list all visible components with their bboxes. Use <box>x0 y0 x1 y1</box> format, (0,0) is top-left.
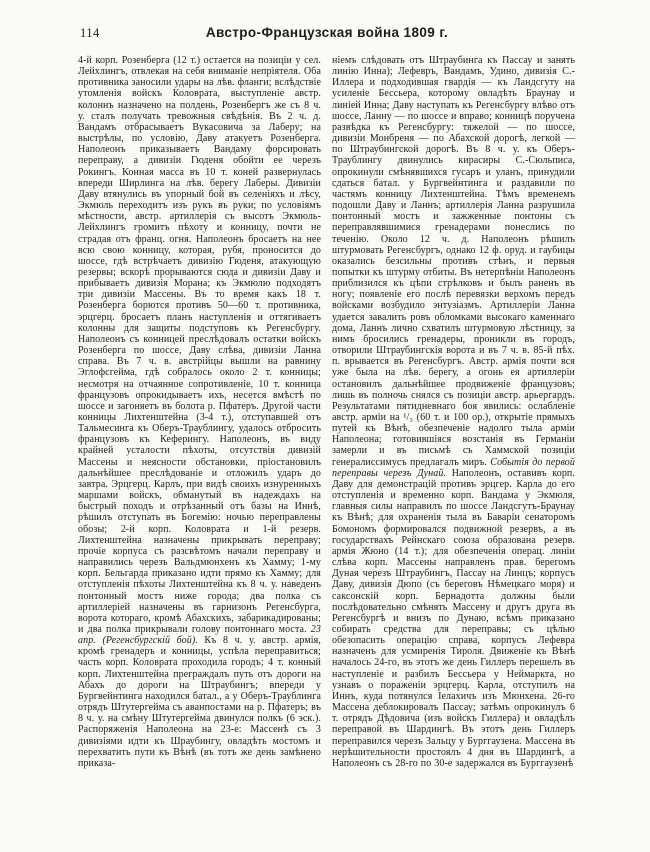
page-header <box>78 24 576 42</box>
inline-section-heading: 23 апр. (Регенсбургскій бой). <box>78 623 321 647</box>
body-text-segment: Къ 8 ч. у. австр. армія, кромѣ гренадеръ и конницы, успѣла переправиться; часть корп. Коловрата проходила городъ; 4 т. конный корп. Лихтенштейна преграждалъ путь отъ дороги на Абахъ до дороги на Штраубингъ; впереди у Бургвейнтинга находился батал., а у Оберъ-Траублинга отрядъ Штутергейма съ аванпостами на р. Пфатеръ; въ 8 ч. у. на смѣну Штутергейма двинулся полкъ (6 эск.). Распоряженія Наполеона на 23-е: Массенѣ съ 3 дивизіями идти къ Шраубингу, овладѣть мостомъ и перехватить пути къ Вѣнѣ (въ тотъ же день замѣнено приказа- <box>78 635 321 769</box>
running-head-title: Австро-Французская война 1809 г. <box>205 25 449 40</box>
text-column-left <box>78 55 321 769</box>
body-text-segment: ніемъ слѣдовать отъ Штраубинга къ Пассау и занять линію Инна); Лефевръ, Вандамъ, Удино, дивизія С.-Иллера и подходившая гвардія — къ Ландсгуту на усиленіе Бессьера, которому овладѣть Браунау и линіей Инна; Даву наступать къ Регенсбургу влѣво отъ шоссе, Ланну — по шоссе и вправо; конницѣ поручена развѣдка къ Регенсбургу: тяжелой — по шоссе, дивизіи Монбреня — по Абахской дорогѣ, легкой — по Штраубингской дорогѣ. Въ 8 ч. у. къ Оберъ-Траублингу двинулись кирасиры С.-Сюльписа, опрокинули смѣнявшихся гусаръ и уланъ, принудили сдаться батал. у Бургвейнтинга и раздавили по частямъ конницу Лихтенштейна. Тѣмъ временемъ подошли Даву и Ланнъ; артиллерія Ланна разрушила понтонный мостъ и зажженные понтоны съ переправлявшимися гренадерами понеслись по теченію. Около 12 ч. д. Наполеонъ рѣшилъ штурмовать Регенсбургъ, однако 12 ф. оруд. и гаубицы оказались безсильны противъ стѣнъ, и первыя попытки къ штурму отбиты. Въ нетерпѣніи Наполеонъ приблизился къ цѣпи стрѣлковъ и былъ раненъ въ ногу; появленіе его послѣ перевязки верхомъ передъ войсками возбудило энтузіазмъ. Артиллеріи Ланна удается завалить ровъ обломками высокаго каменнаго дома, Ланнъ лично схватилъ штурмовую лѣстницу, за нимъ бросились гренадеры, проникли въ городъ, отворили Штраубингскія ворота и въ 7 ч. в. 85-й пѣх. п. врывается въ Регенсбургъ. Австр. армія почти вся уже была на лѣв. берегу, а огонь ея артиллеріи остановилъ дальнѣйшее продвиженіе французовъ; лишь въ полночь снялся съ позиціи австр. арьергардъ. Результатами пятидневнаго боя явились: ослабленіе австр. арміи на ¹/₃ (60 т. и 100 ор.), открытіе прямыхъ путей къ Вѣнѣ, обезпеченіе надолго тыла арміи Наполеона; готовившіяся возстанія въ Германіи замерли и въ письмѣ съ Хаммской позиціи генералиссимусъ предлагалъ миръ. <box>332 55 575 468</box>
page-number: 114 <box>80 26 100 40</box>
inline-section-heading: Событія до первой переправы черезъ Дунай. <box>332 456 575 479</box>
body-text-segment: 4-й корп. Розенберга (12 т.) остается на позиціи у сел. Лейхлингъ, отвлекая на себя вниманіе непріятеля. Оба противника заносили удары на лѣв. фланги; вслѣдствіе утомленія войскъ Коловрата, выступленіе австр. колоннъ назначено на полдень, Розенбергъ же съ 8 ч. у. сталъ получать тревожныя свѣдѣнія. Въ 2 ч. д. Вандамъ отбрасываетъ Вукасовича за Лаберу; на выстрѣлы, по условію, Даву атакуетъ Розенберга. Наполеонъ приказываетъ Вандаму форсировать переправу, а дивизіи Гюденя обойти ее черезъ Рокингъ. Конная масса въ 10 т. коней развернулась впереди Ширлинга на лѣв. берегу Лаберы. Дивизіи Даву втянулись въ упорный бой въ селеніяхъ и лѣсу, Экмюль переходитъ изъ рукъ въ руки; по условіямъ мѣстности, австр. артиллерія съ высотъ Экмюль-Лейхлингъ громитъ пѣхоту и конницу, почти не страдая отъ франц. огня. Наполеонъ бросаетъ на нее всю свою конницу, которая, рубя, проносится до шоссе, гдѣ встрѣчаетъ дивизію Гюденя, атакующую резервы; вскорѣ прорываются сюда и дивизіи Даву и прибываетъ дивизія Морана; къ Экмюлю подходятъ три дивизіи Массены. Въ то время какъ 18 т. Розенберга борются противъ 50—60 т. противника, эрцгерц. бросаетъ планъ наступленія и оттягиваетъ колонны для защиты подступовъ къ Регенсбургу. Наполеонъ съ конницей преслѣдовалъ остатки войскъ Розенберга по шоссе, Даву слѣва, дивизіи Ланна справа. Въ 7 ч. в. австрійцы вышли на равнину Эглофсгейма, гдѣ собралось около 2 т. конницы; несмотря на отчаянное сопротивленіе, 10 т. конница французовъ опрокидываетъ ихъ, несется вмѣстѣ по шоссе и загоняетъ въ болота р. Пфатеръ. Другой части конницы Лихтенштейна (3-4 т.), отступавшей отъ Тальмесинга къ Оберъ-Траублингу, удалось отбросить французовъ къ Кеферингу. Наполеонъ, въ виду крайней усталости пѣхоты, отсутствія дивизій Массены и неясности обстановки, пріостановилъ дальнѣйшее преслѣдованіе и отложилъ ударъ до завтра. Эрцгерц. Карлъ, при видѣ своихъ изнуренныхъ маршами войскъ, обманутый въ надеждахъ на быстрый походъ и отрѣзанный отъ базы на Иннѣ, рѣшилъ отступать въ Богемію: ночью переправлены обозы; 2-й корп. Коловрата и 1-й резерв. Лихтенштейна назначены прикрывать переправу; прочіе корпуса съ разсвѣтомъ начали переправу и направились черезъ Вальдмюнхенъ къ Хамму; 1-му корп. Бельгарда приказано идти прямо къ Хамму; для отступленія пѣхоты Лихтенштейна къ 8 ч. у. наведенъ понтонный мостъ ниже города; два полка съ артиллеріей назначены въ гарнизонъ Регенсбурга, ворота котораго, кромѣ Абахскихъ, забарикадированы; и два полка прикрывали голову понтоннаго моста. <box>78 55 321 635</box>
text-column-right <box>332 55 575 769</box>
body-text-segment: Наполеонъ, оставивъ корп. Даву для демонстрацій противъ эрцгер. Карла до его отступленія и временно корп. Вандама у Экмюля, главныя силы направилъ по шоссе Ландсгутъ-Браунау къ Вѣнѣ; для охраненія тыла въ Баваріи сенаторомъ Бомономъ формировался подвижной резервъ, а въ государствахъ Рейнскаго союза образована резерв. армія Жюно (14 т.); для обезпеченія операц. линіи слѣва корп. Массены направленъ прав. берегомъ Дуная черезъ Штраубингъ, Пассау на Линцъ; корпусъ Даву, дивизія Дюпо (съ береговъ Нѣмецкаго моря) и саксонскій корп. Бернадотта должны были послѣдовательно смѣнять Массену и другъ друга въ Регенсбургѣ и внизъ по Дунаю, всѣмъ приказано собирать средства для переправы; съ цѣлью обезопасить операцію справа, корпусъ Лефевра назначенъ для усмиренія Тироля. Движеніе къ Вѣнѣ началось 24-го, въ этотъ же день Гиллеръ перешелъ въ наступленіе и разбилъ Бессьера у Неймаркта, но узнавъ о пораженіи эрцгерц. Карла, отступилъ на Иннъ, куда потянулся Іелахичъ изъ Мюнхена. 26-го Массена деблокировалъ Пассау; затѣмъ опрокинулъ 6 т. отрядъ Дѣдовича (изъ войскъ Гиллера) и овладѣлъ переправой въ Шардингѣ. Въ этотъ день Гиллеръ переправился черезъ Зальцу у Бурггаузена. Массена въ нерѣшительности простоялъ 4 дня въ Шардингѣ, а Наполеонъ съ 28-го по 30-е задержался въ Бурггаузенѣ <box>332 467 575 769</box>
text-columns <box>78 55 576 769</box>
